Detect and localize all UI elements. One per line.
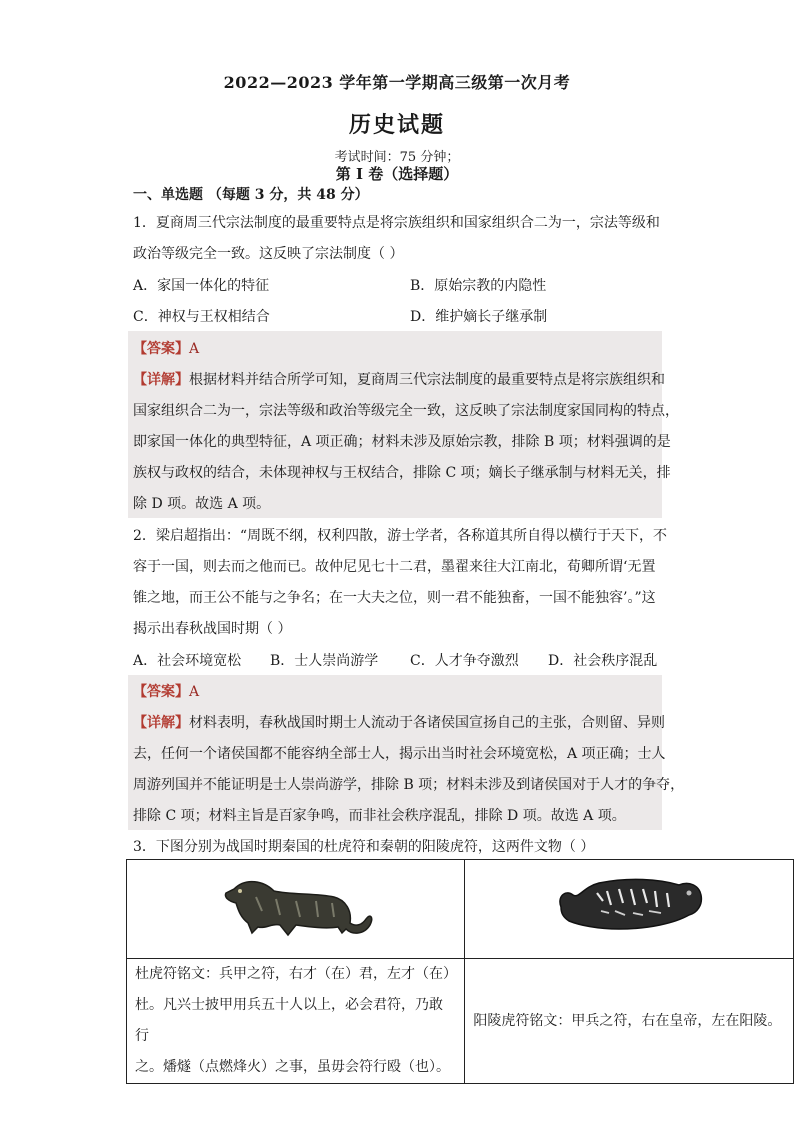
- q1-detail-line: [133, 369, 665, 389]
- exam-time: 考试时间：75 分钟；: [334, 150, 460, 165]
- du-tiger-tally-image-cell: [127, 860, 465, 959]
- q1-detail-line: 除 D 项。故选 A 项。: [133, 496, 271, 512]
- detail-label: 【详解】: [133, 372, 189, 388]
- subject-title: 历史试题: [348, 112, 445, 138]
- volume-title: 第 I 卷（选择题）: [335, 165, 459, 183]
- q2-stem-line: 2．梁启超指出：“周既不纲，权利四散，游士学者，各称道其所自得以横行于天下，不: [133, 528, 668, 544]
- detail-text: 根据材料并结合所学可知，夏商周三代宗法制度的最重要特点是将宗族组织和: [189, 372, 665, 388]
- q2-option-b: B．士人崇尚游学: [270, 653, 379, 669]
- answer-label: 【答案】: [133, 684, 189, 700]
- q1-stem-line: 政治等级完全一致。这反映了宗法制度（ ）: [133, 246, 404, 262]
- q2-answer: [133, 681, 199, 701]
- q1-answer-box: [128, 331, 662, 518]
- q1-option-c: C．神权与王权相结合: [133, 309, 270, 325]
- q2-option-d: D．社会秩序混乱: [548, 653, 658, 669]
- yangling-tiger-tally-caption: 阳陵虎符铭文：甲兵之符，右在皇帝，左在阳陵。: [465, 959, 794, 1084]
- q1-option-b: B．原始宗教的内隐性: [410, 278, 547, 294]
- q1-option-d: D．维护嫡长子继承制: [410, 309, 548, 325]
- answer-value: A: [189, 684, 200, 700]
- exam-title: 2022—2023 学年第一学期高三级第一次月考: [223, 73, 571, 92]
- q1-detail-line: 族权与政权的结合，未体现神权与王权结合，排除 C 项；嫡长子继承制与材料无关，排: [133, 465, 671, 481]
- yangling-tiger-tally-image: [549, 867, 709, 947]
- q2-stem-line: 锥之地，而王公不能与之争名；在一大夫之位，则一君不能独畜，一国不能独容’。”这: [133, 590, 656, 606]
- q3-stem-line: 3．下图分别为战国时期秦国的杜虎符和秦朝的阳陵虎符，这两件文物（ ）: [133, 839, 595, 855]
- answer-value: A: [189, 341, 200, 357]
- q2-detail-line: 周游列国并不能证明是士人崇尚游学，排除 B 项；材料未涉及到诸侯国对于人才的争夺，: [133, 777, 685, 793]
- yangling-tiger-tally-image-cell: [465, 860, 794, 959]
- detail-label: 【详解】: [133, 715, 189, 731]
- q2-stem-line: 容于一国，则去而之他而已。故仲尼见七十二君，墨翟来往大江南北，荀卿所谓‘无置: [133, 559, 656, 575]
- q1-stem-line: 1．夏商周三代宗法制度的最重要特点是将宗族组织和国家组织合二为一，宗法等级和: [133, 215, 660, 231]
- q1-option-a: A．家国一体化的特征: [133, 278, 270, 294]
- answer-label: 【答案】: [133, 341, 189, 357]
- q1-detail-line: 即家国一体化的典型特征，A 项正确；材料未涉及原始宗教，排除 B 项；材料强调的是: [133, 434, 671, 450]
- q2-detail-line: 排除 C 项；材料主旨是百家争鸣，而非社会秩序混乱，排除 D 项。故选 A 项。: [133, 808, 626, 824]
- q1-detail-line: 国家组织合二为一，宗法等级和政治等级完全一致，这反映了宗法制度家国同构的特点，: [133, 403, 679, 419]
- caption-line: 杜。凡兴士披甲用兵五十人以上，必会君符，乃敢行: [135, 997, 443, 1044]
- q2-detail-line: 去，任何一个诸侯国都不能容纳全部士人，揭示出当时社会环境宽松，A 项正确；士人: [133, 746, 666, 762]
- q2-stem-line: 揭示出春秋战国时期（ ）: [133, 621, 292, 637]
- q2-option-c: C．人才争夺激烈: [410, 653, 519, 669]
- q2-option-a: A．社会环境宽松: [133, 653, 242, 669]
- du-tiger-tally-image: [216, 867, 376, 947]
- du-tiger-tally-caption: [127, 959, 465, 1084]
- caption-line: 杜虎符铭文：兵甲之符，右才（在）君，左才（在）: [135, 966, 457, 982]
- detail-text: 材料表明，春秋战国时期士人流动于各诸侯国宣扬自己的主张，合则留、异则: [189, 715, 665, 731]
- caption-line: 之。燔燧（点燃烽火）之事，虽毋会符行殴（也）。: [135, 1059, 450, 1075]
- section-title: 一、单选题 （每题 3 分，共 48 分）: [133, 187, 369, 203]
- artifact-table: [126, 859, 794, 1084]
- q2-detail-line: [133, 712, 665, 732]
- q1-answer: [133, 338, 199, 358]
